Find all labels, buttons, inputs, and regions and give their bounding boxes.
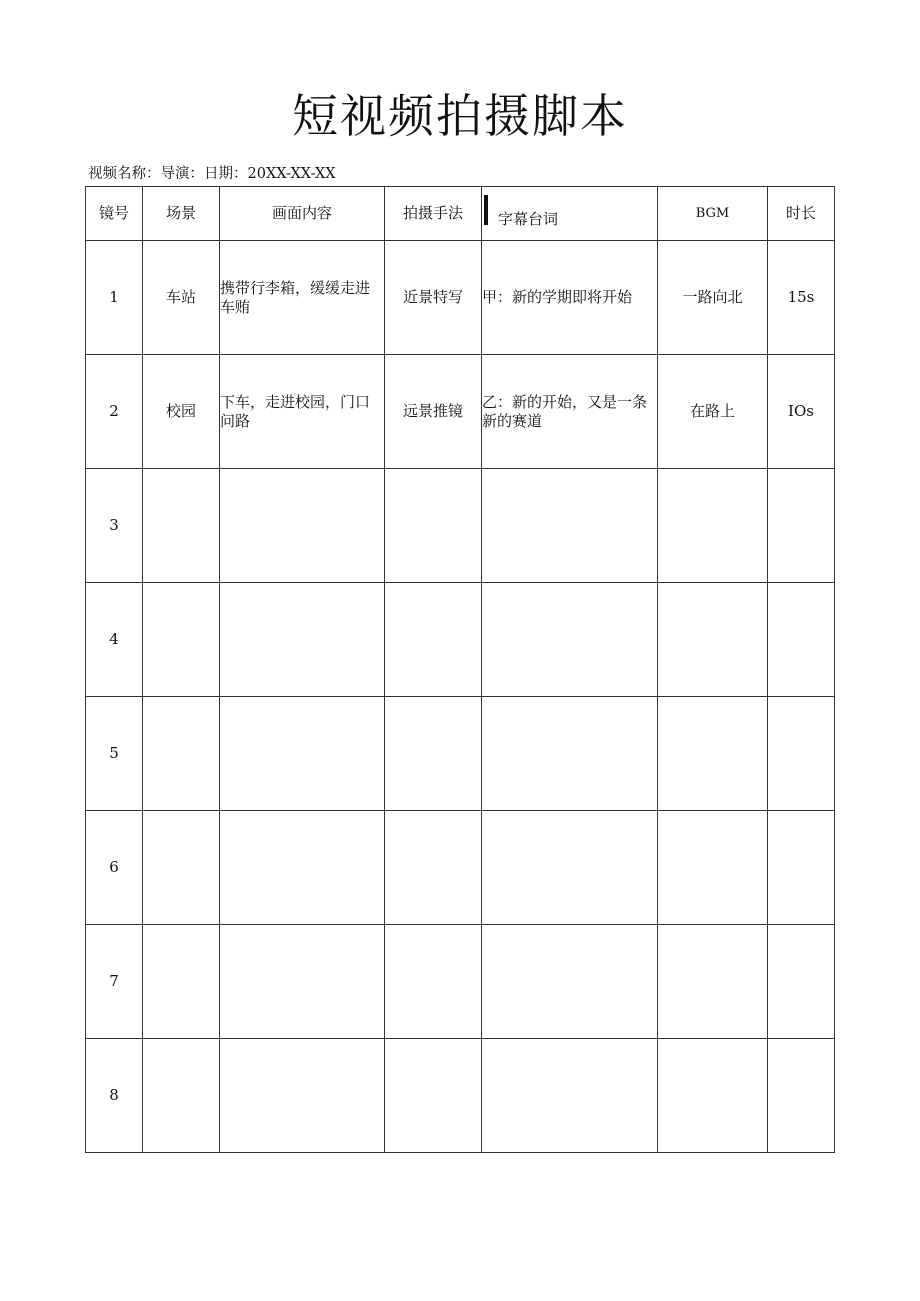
cell-duration [768,925,835,1039]
table-row [86,583,835,697]
cell-bgm [658,925,768,1039]
cell-duration [768,697,835,811]
cell-subtitle [482,811,658,925]
meta-line [88,164,336,184]
cell-duration: 15s [768,241,835,355]
cell-scene [143,925,220,1039]
table-row [86,1039,835,1153]
header-technique: 拍摄手法 [385,187,482,241]
cell-technique [385,697,482,811]
cell-subtitle [482,925,658,1039]
cell-bgm [658,469,768,583]
cell-scene [143,469,220,583]
table-row [86,811,835,925]
table-row [86,697,835,811]
cell-content [220,583,385,697]
date-label: 日期： [204,166,248,182]
cell-technique: 远景推镜 [385,355,482,469]
cell-duration [768,583,835,697]
table-row [86,925,835,1039]
table-row [86,355,835,469]
header-content: 画面内容 [220,187,385,241]
cell-shot-number: 1 [86,241,143,355]
cell-shot-number: 3 [86,469,143,583]
cell-content: 下车，走进校园，门口问路 [220,355,385,469]
text-cursor-mark [484,195,488,225]
header-scene: 场景 [143,187,220,241]
cell-bgm [658,697,768,811]
cell-duration [768,469,835,583]
header-subtitle-cell [482,187,658,241]
cell-subtitle: 甲：新的学期即将开始 [482,241,658,355]
cell-scene: 校园 [143,355,220,469]
cell-shot-number: 6 [86,811,143,925]
cell-technique [385,1039,482,1153]
cell-scene [143,811,220,925]
document-title: 短视频拍摄脚本 [292,89,628,143]
cell-scene [143,1039,220,1153]
cell-subtitle [482,583,658,697]
header-duration: 时长 [768,187,835,241]
cell-content [220,469,385,583]
cell-bgm: 在路上 [658,355,768,469]
cell-content [220,697,385,811]
cell-shot-number: 2 [86,355,143,469]
script-table [85,186,835,1153]
cell-technique: 近景特写 [385,241,482,355]
cell-bgm [658,583,768,697]
header-bgm: BGM [658,187,768,241]
table-header-row [86,187,835,241]
cell-subtitle: 乙：新的开始，又是一条新的赛道 [482,355,658,469]
cell-technique [385,583,482,697]
cell-scene [143,583,220,697]
cell-duration [768,811,835,925]
cell-shot-number: 7 [86,925,143,1039]
cell-bgm: 一路向北 [658,241,768,355]
cell-duration [768,1039,835,1153]
cell-technique [385,811,482,925]
cell-content [220,811,385,925]
cell-scene: 车站 [143,241,220,355]
cell-subtitle [482,697,658,811]
date-value: 20XX-XX-XX [247,166,336,182]
cell-bgm [658,1039,768,1153]
header-shot-number: 镜号 [86,187,143,241]
cell-shot-number: 8 [86,1039,143,1153]
video-name-label: 视频名称： [88,166,161,182]
cell-shot-number: 5 [86,697,143,811]
cell-content [220,1039,385,1153]
cell-duration: IOs [768,355,835,469]
cell-bgm [658,811,768,925]
cell-content [220,925,385,1039]
cell-subtitle [482,1039,658,1153]
table-row [86,241,835,355]
cell-shot-number: 4 [86,583,143,697]
header-subtitle: 字幕台词 [498,209,559,228]
cell-technique [385,925,482,1039]
cell-technique [385,469,482,583]
table-row [86,469,835,583]
director-label: 导演： [160,166,204,182]
cell-scene [143,697,220,811]
cell-content: 携带行李箱，缓缓走进车贿 [220,241,385,355]
cell-subtitle [482,469,658,583]
